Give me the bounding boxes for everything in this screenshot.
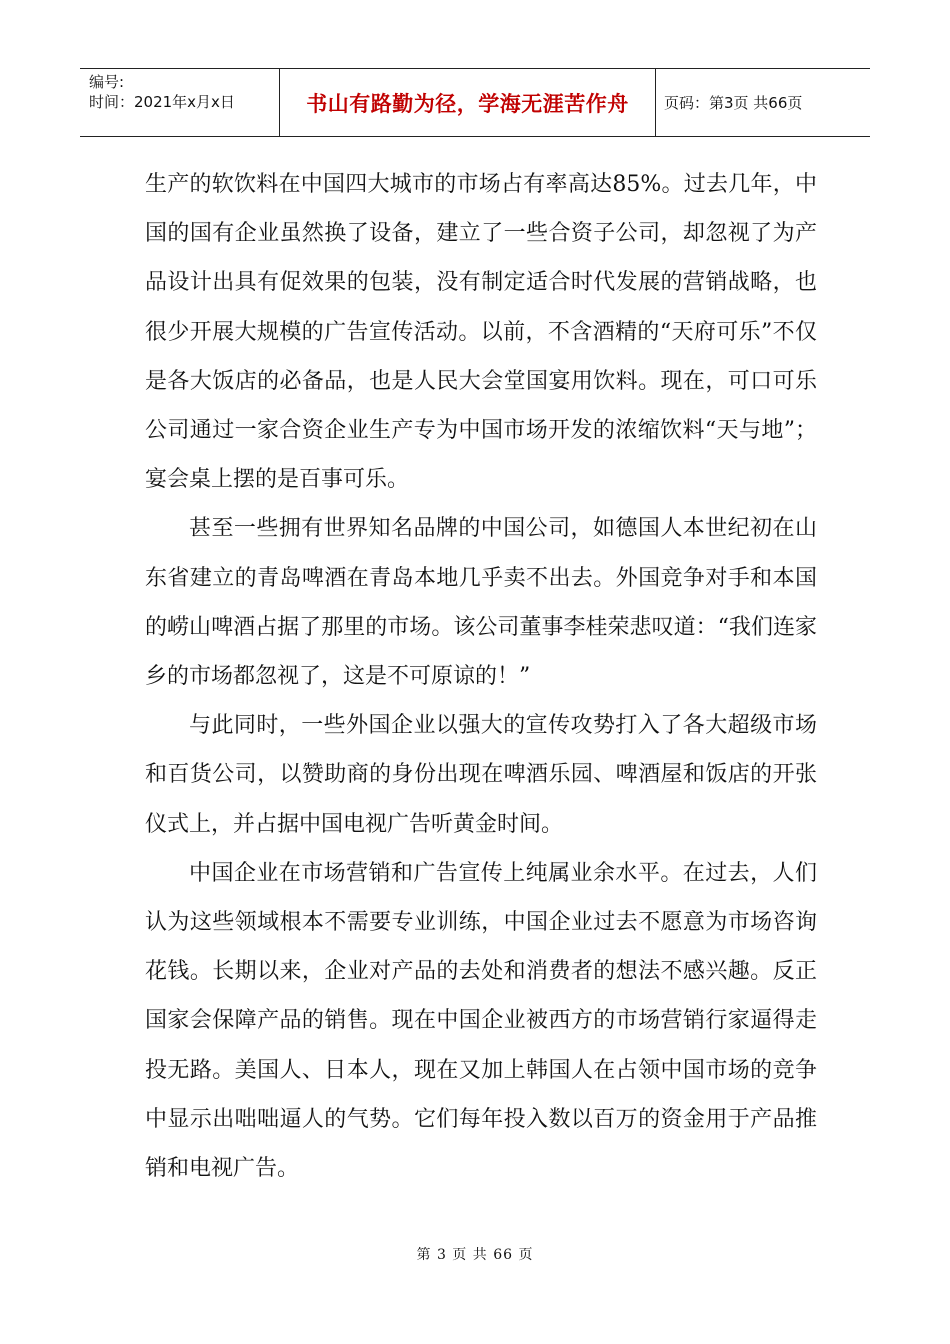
footer-page-number: 第 3 页 共 66 页 [416,1247,534,1263]
document-body [145,160,817,1193]
page-footer [0,1244,950,1264]
paragraph-3: 与此同时，一些外国企业以强大的宣传攻势打入了各大超级市场和百货公司，以赞助商的身份出现在啤酒乐园、啤酒屋和饭店的开张仪式上，并占据中国电视广告听黄金时间。 [145,713,817,837]
page-info: 页码：第3页 共66页 [664,94,803,112]
paragraph-2: 甚至一些拥有世界知名品牌的中国公司，如德国人本世纪初在山东省建立的青岛啤酒在青岛本地几乎卖不出去。外国竞争对手和本国的崂山啤酒占据了那里的市场。该公司董事李桂荣悲叹道：“我们连家乡的市场都忽视了，这是不可原谅的！” [145,516,817,690]
header-page-cell [656,69,870,136]
number-label: 编号: [89,73,125,91]
header-meta-cell [80,69,280,136]
motto-text: 书山有路勤为径，学海无涯苦作舟 [306,91,629,116]
time-label: 时间：2021年x月x日 [89,93,235,111]
paragraph-1: 生产的软饮料在中国四大城市的市场占有率高达85%。过去几年，中国的国有企业虽然换了设备，建立了一些合资子公司，却忽视了为产品设计出具有促效果的包装，没有制定适合时代发展的营销战略，也很少开展大规模的广告宣传活动。以前，不含酒精的“天府可乐”不仅是各大饭店的必备品，也是人民大会堂国宴用饮料。现在，可口可乐公司通过一家合资企业生产专为中国市场开发的浓缩饮料“天与地”；宴会桌上摆的是百事可乐。 [145,172,817,493]
header-motto-cell [280,69,656,136]
page-header [80,68,870,137]
paragraph-4: 中国企业在市场营销和广告宣传上纯属业余水平。在过去，人们认为这些领域根本不需要专业训练，中国企业过去不愿意为市场咨询花钱。长期以来，企业对产品的去处和消费者的想法不感兴趣。反正国家会保障产品的销售。现在中国企业被西方的市场营销行家逼得走投无路。美国人、日本人，现在又加上韩国人在占领中国市场的竞争中显示出咄咄逼人的气势。它们每年投入数以百万的资金用于产品推销和电视广告。 [145,860,817,1182]
